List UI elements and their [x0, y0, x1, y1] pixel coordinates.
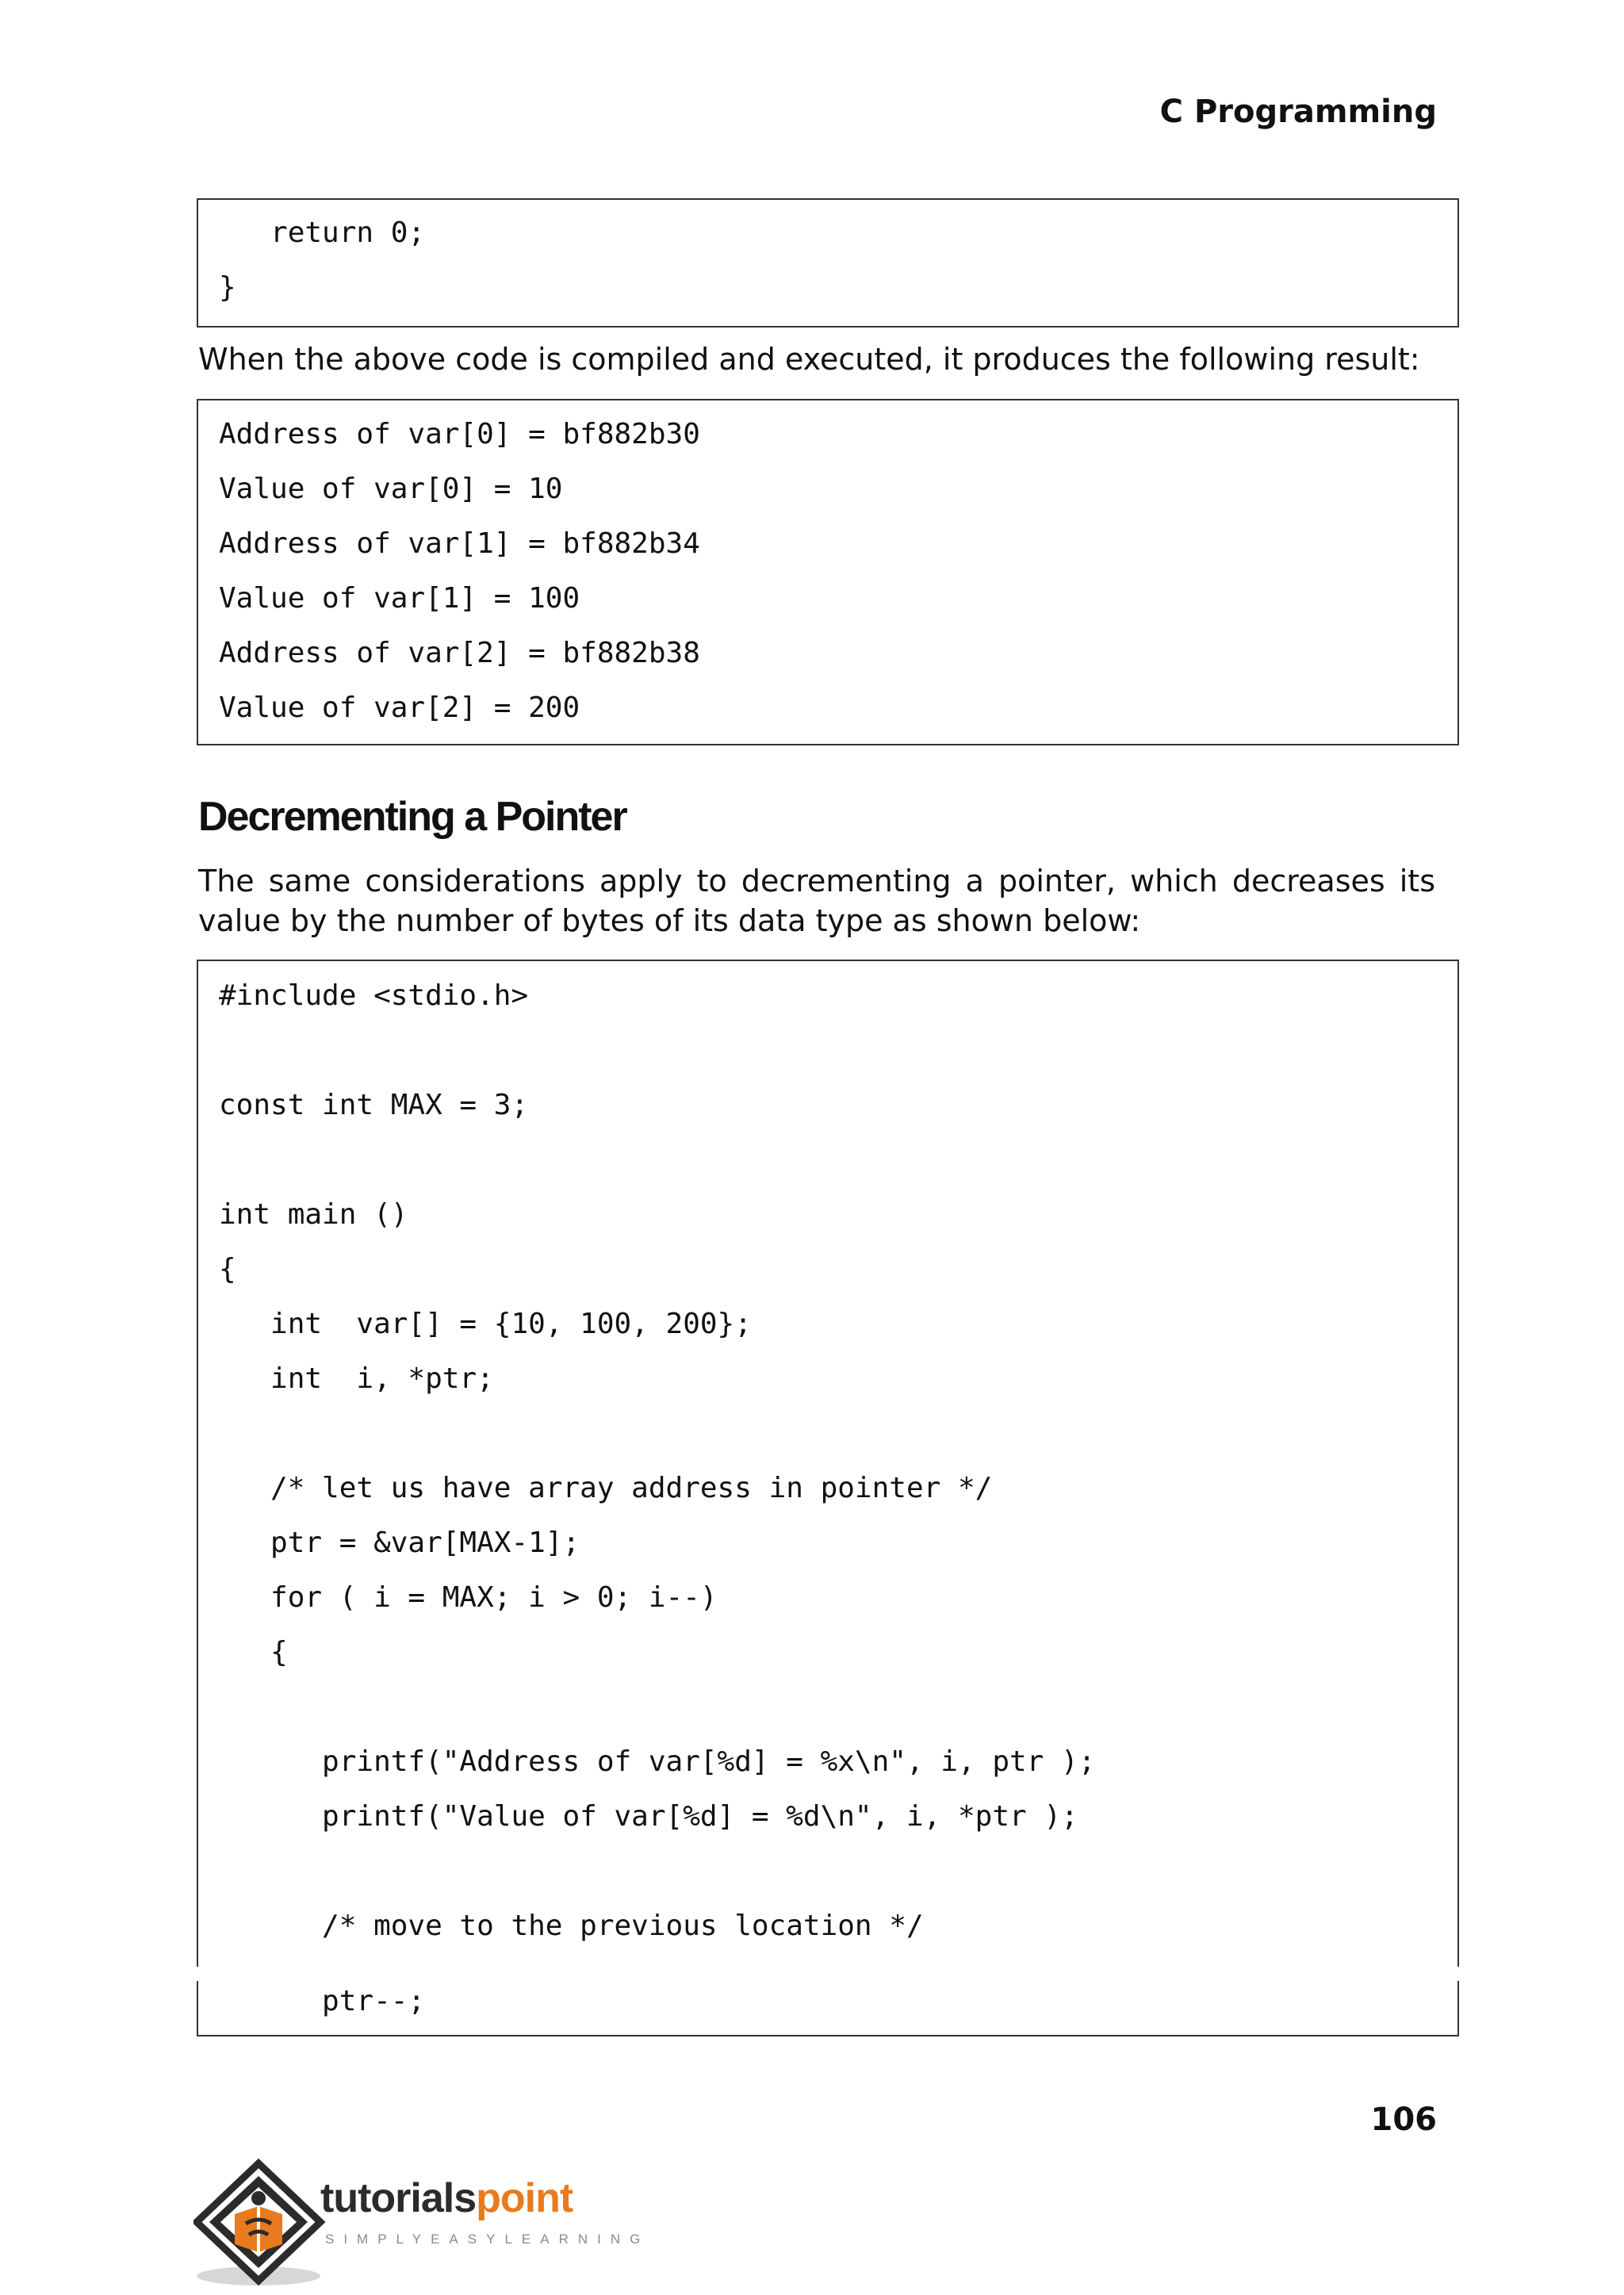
section-heading: Decrementing a Pointer: [198, 794, 626, 840]
code-line: ptr--;: [219, 1985, 426, 2017]
code-line: {: [219, 1636, 288, 1669]
code-block-main: [197, 960, 1459, 1967]
code-line: return 0;: [219, 216, 426, 249]
code-line: /* move to the previous location */: [219, 1910, 924, 1942]
output-line: Address of var[1] = bf882b34: [219, 527, 700, 560]
logo-tagline: SIMPLYEASYLEARNING: [325, 2232, 650, 2247]
code-block-continued: [197, 198, 1459, 328]
output-line: Value of var[0] = 10: [219, 473, 563, 505]
code-line: #include <stdio.h>: [219, 979, 529, 1012]
code-line: printf("Value of var[%d] = %d\n", i, *ptr );: [219, 1800, 1078, 1833]
section-paragraph: The same considerations apply to decrementing a pointer, which decreases its value by the number of bytes of its data type as shown below:: [198, 864, 1435, 938]
code-line: int main (): [219, 1198, 408, 1231]
running-header-title: C Programming: [1159, 94, 1437, 130]
tutorialspoint-logo: [193, 2157, 650, 2292]
code-block-tail: [197, 1981, 1459, 2036]
result-intro-text: When the above code is compiled and executed, it produces the following result:: [198, 342, 1420, 377]
code-line: int i, *ptr;: [219, 1362, 494, 1395]
code-line: }: [219, 271, 236, 304]
output-line: Address of var[0] = bf882b30: [219, 418, 700, 450]
output-line: Value of var[2] = 200: [219, 692, 580, 724]
output-line: Address of var[2] = bf882b38: [219, 637, 700, 669]
code-line: printf("Address of var[%d] = %x\n", i, ptr );: [219, 1745, 1096, 1778]
tutorialspoint-logo-icon: [193, 2157, 328, 2292]
code-line: for ( i = MAX; i > 0; i--): [219, 1581, 718, 1614]
code-line: int var[] = {10, 100, 200};: [219, 1308, 752, 1340]
logo-wordmark-part2: point: [476, 2175, 573, 2221]
code-line: ptr = &var[MAX-1];: [219, 1527, 580, 1559]
logo-wordmark: [320, 2174, 573, 2222]
output-block: [197, 399, 1459, 745]
code-line: {: [219, 1253, 236, 1285]
code-line: /* let us have array address in pointer */: [219, 1472, 993, 1504]
logo-wordmark-part1: tutorials: [320, 2175, 477, 2221]
output-line: Value of var[1] = 100: [219, 582, 580, 615]
page-number: 106: [1370, 2102, 1437, 2138]
code-line: const int MAX = 3;: [219, 1089, 529, 1121]
